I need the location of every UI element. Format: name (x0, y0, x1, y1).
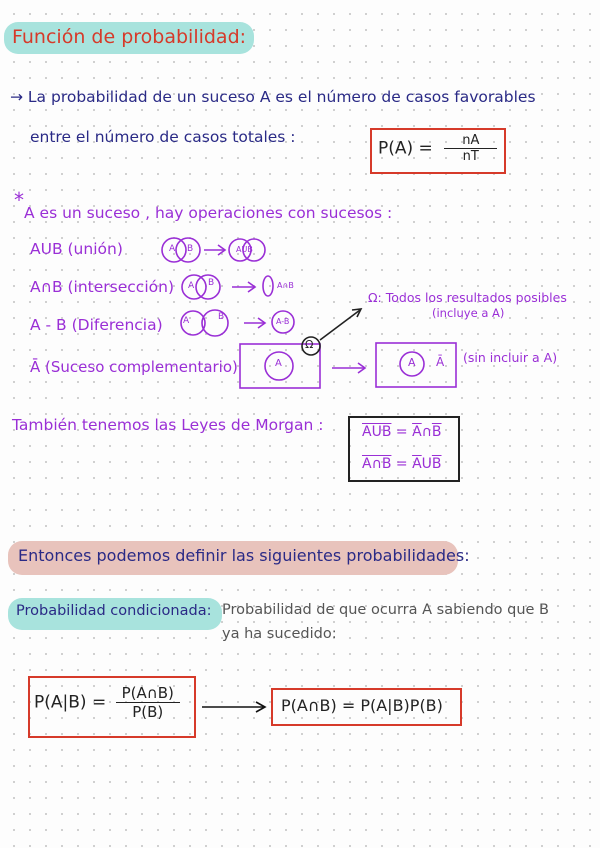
complement-note: (sin incluir a A) (463, 350, 558, 365)
conditional-label: Probabilidad condicionada: (16, 603, 212, 619)
omega-note-line-2: (incluye a A) (432, 306, 505, 320)
law2-lhs: A∩B (362, 456, 392, 472)
law2-rhs-a: $\overline{A}$ (412, 456, 422, 472)
difference-label: A - B (Diferencia) (30, 316, 163, 334)
formula-lhs: P(A) = (378, 138, 433, 159)
law1-eq: = (391, 424, 413, 440)
union-circle-b-label: B (187, 244, 194, 254)
difference-circle-b-label: B (218, 312, 225, 322)
union-label: AUB (unión) (30, 240, 123, 258)
operations-heading: A es un suceso , hay operaciones con sucesos : (24, 204, 393, 222)
intro-line-1: → La probabilidad de un suceso A es el número de casos favorables (10, 88, 536, 106)
conditional-desc-line-2: ya ha sucedido: (222, 626, 337, 642)
conditional-desc-line-1: Probabilidad de que ocurra A sabiendo que B (222, 602, 550, 618)
intersection-result-label: A∩B (277, 281, 294, 290)
f1-numerator: P(A∩B) (116, 684, 180, 703)
intro-line-2: entre el número de casos totales : (30, 128, 296, 146)
complement-result-abar: Ā (436, 355, 445, 369)
omega-symbol: Ω (305, 338, 314, 351)
difference-circle-a-label: A (183, 316, 190, 326)
law2-rhs-b: $\overline{B}$ (431, 456, 442, 472)
star-mark: * (14, 188, 24, 212)
law1-lhs: $\overline{AUB}$ (362, 424, 392, 440)
intersection-label: A∩B (intersección) (30, 278, 174, 296)
complement-label: Ā (Suceso complementario) (30, 358, 238, 376)
complement-circle-a-label: A (275, 358, 282, 369)
law1-rhs-b: $\overline{B}$ (431, 424, 442, 440)
law2-rhs-op: U (421, 456, 432, 472)
law2-eq: = (391, 456, 413, 472)
product-rule-formula: P(A∩B) = P(A|B)P(B) (281, 696, 443, 715)
intersection-circle-b-label: B (208, 278, 215, 288)
law1-rhs-a: $\overline{A}$ (412, 424, 422, 440)
section2-title: Entonces podemos definir las siguientes probabilidades: (18, 546, 470, 565)
morgan-text: También tenemos las Leyes de Morgan : (12, 416, 324, 434)
f1-denominator: P(B) (132, 703, 164, 721)
f1-lhs: P(A|B) = (34, 692, 107, 713)
formula-numerator: nA (444, 133, 497, 149)
union-result-label: AUB (236, 245, 253, 254)
omega-note-line-1: Ω: Todos los resultados posibles (368, 290, 567, 305)
intersection-circle-a-label: A (188, 281, 195, 291)
page-title: Función de probabilidad: (12, 26, 247, 48)
law1-rhs-op: ∩ (421, 424, 432, 440)
union-circle-a-label: A (169, 244, 176, 254)
difference-result-label: A-B (276, 317, 290, 326)
complement-result-a: A (408, 356, 416, 369)
formula-denominator: nT (462, 149, 479, 164)
